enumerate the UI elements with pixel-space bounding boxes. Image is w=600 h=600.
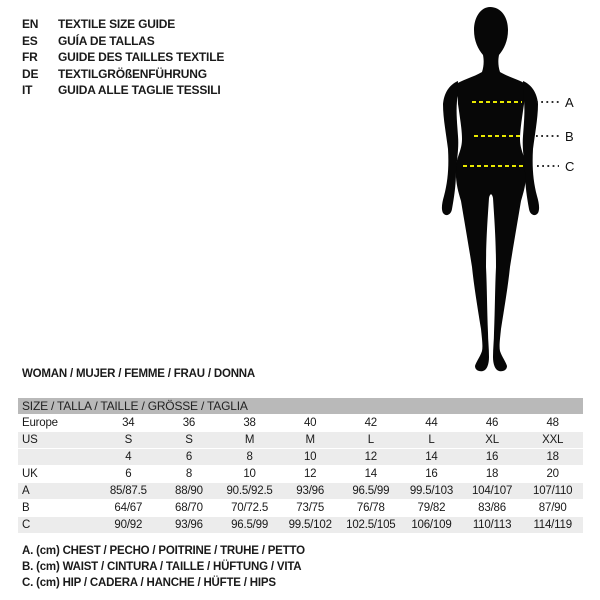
language-row bbox=[22, 66, 224, 83]
size-cell: 96.5/99 bbox=[352, 485, 390, 497]
size-cell: 104/107 bbox=[471, 485, 513, 497]
row-label bbox=[18, 449, 98, 465]
size-cell: M bbox=[244, 434, 255, 446]
size-cell: 88/90 bbox=[175, 485, 203, 497]
marker-label-a: A bbox=[565, 95, 574, 110]
size-cell: 99.5/102 bbox=[288, 519, 332, 531]
size-cell: 10 bbox=[303, 451, 317, 463]
size-cell: 107/110 bbox=[533, 485, 573, 497]
size-cell: 99.5/103 bbox=[409, 485, 454, 497]
size-cell: 42 bbox=[364, 417, 378, 429]
row-label: US bbox=[22, 434, 38, 446]
size-cell: M bbox=[305, 434, 315, 446]
size-cell: 40 bbox=[303, 417, 317, 429]
size-cell: 102.5/105 bbox=[346, 519, 396, 531]
size-cell: 93/96 bbox=[175, 519, 203, 531]
size-table bbox=[18, 398, 583, 534]
language-row bbox=[22, 82, 224, 99]
row-label: Europe bbox=[22, 417, 58, 429]
language-code: ES bbox=[22, 33, 38, 48]
size-cell: 73/75 bbox=[296, 502, 325, 514]
size-cell: 8 bbox=[246, 451, 253, 463]
language-row bbox=[22, 33, 224, 50]
size-cell: XXL bbox=[542, 434, 564, 446]
size-cell: 18 bbox=[485, 468, 499, 480]
size-cell: 14 bbox=[425, 451, 438, 463]
size-cell: 16 bbox=[485, 451, 499, 463]
size-table-header: SIZE / TALLA / TAILLE / GRÖSSE / TAGLIA bbox=[18, 398, 583, 415]
size-cell: 46 bbox=[485, 417, 499, 429]
guide-title-en: TEXTILE SIZE GUIDE bbox=[58, 17, 176, 32]
size-cell: 14 bbox=[364, 468, 378, 480]
table-row-us-number bbox=[18, 449, 583, 466]
size-cell: L bbox=[428, 434, 435, 446]
size-cell: 48 bbox=[546, 417, 559, 429]
woman-silhouette-icon bbox=[390, 0, 600, 390]
size-cell: 34 bbox=[122, 417, 135, 429]
size-cell: 110/113 bbox=[472, 519, 512, 531]
language-row bbox=[22, 16, 224, 33]
language-row bbox=[22, 49, 224, 66]
legend-hip: C. (cm) HIP / CADERA / HANCHE / HÜFTE / HIPS bbox=[22, 577, 276, 589]
size-cell: 68/70 bbox=[175, 502, 203, 514]
row-label: A bbox=[22, 485, 30, 497]
table-row-waist bbox=[18, 500, 583, 517]
size-cell: L bbox=[367, 434, 374, 446]
size-cell: 76/78 bbox=[356, 502, 385, 514]
marker-label-b: B bbox=[565, 129, 574, 144]
row-label: B bbox=[22, 502, 30, 514]
language-code: DE bbox=[22, 66, 39, 81]
size-cell: 79/82 bbox=[417, 502, 446, 514]
silhouette-body bbox=[453, 7, 529, 371]
table-row-uk bbox=[18, 466, 583, 483]
section-title: WOMAN / MUJER / FEMME / FRAU / DONNA bbox=[22, 368, 256, 380]
guide-title-de: TEXTILGRÖßENFÜHRUNG bbox=[58, 66, 207, 81]
size-cell: 93/96 bbox=[296, 485, 325, 497]
size-cell: 85/87.5 bbox=[109, 485, 147, 497]
size-cell: 64/67 bbox=[114, 502, 143, 514]
table-row-hip bbox=[18, 517, 583, 534]
table-row-chest bbox=[18, 483, 583, 500]
table-row-europe bbox=[18, 415, 583, 432]
size-cell: 96.5/99 bbox=[231, 519, 269, 531]
size-cell: 36 bbox=[182, 417, 196, 429]
size-cell: 12 bbox=[303, 468, 317, 480]
size-cell: S bbox=[185, 434, 193, 446]
size-cell: 20 bbox=[546, 468, 559, 480]
guide-title-es: GUÍA DE TALLAS bbox=[58, 33, 155, 48]
language-code: EN bbox=[22, 17, 39, 32]
language-code: IT bbox=[22, 83, 33, 98]
size-cell: 70/72.5 bbox=[231, 502, 269, 514]
guide-title-it: GUIDA ALLE TAGLIE TESSILI bbox=[58, 83, 221, 98]
size-cell: 114/119 bbox=[533, 519, 572, 531]
language-guide bbox=[22, 16, 224, 99]
size-cell: 10 bbox=[243, 468, 256, 480]
measurement-figure bbox=[390, 0, 600, 390]
size-cell: 83/86 bbox=[478, 502, 506, 514]
size-cell: 16 bbox=[425, 468, 438, 480]
size-cell: S bbox=[124, 434, 133, 446]
size-cell: 6 bbox=[125, 468, 132, 480]
size-cell: 18 bbox=[546, 451, 559, 463]
legend-waist: B. (cm) WAIST / CINTURA / TAILLE / HÜFTUNG / VITA bbox=[22, 561, 302, 573]
size-cell: 6 bbox=[185, 451, 193, 463]
row-label: C bbox=[22, 519, 31, 531]
table-row-us-letter bbox=[18, 432, 583, 449]
size-cell: 4 bbox=[125, 451, 132, 463]
guide-title-fr: GUIDE DES TAILLES TEXTILE bbox=[58, 50, 225, 65]
size-cell: 90/92 bbox=[114, 519, 143, 531]
size-cell: XL bbox=[485, 434, 499, 446]
silhouette-left-arm bbox=[442, 81, 458, 215]
language-code: FR bbox=[22, 50, 38, 65]
size-cell: 38 bbox=[243, 417, 256, 429]
row-label: UK bbox=[22, 468, 38, 480]
size-cell: 106/109 bbox=[411, 519, 452, 531]
size-cell: 12 bbox=[364, 451, 378, 463]
marker-label-c: C bbox=[565, 159, 575, 174]
size-cell: 44 bbox=[425, 417, 438, 429]
measurement-legend bbox=[22, 545, 305, 593]
legend-chest: A. (cm) CHEST / PECHO / POITRINE / TRUHE / PETTO bbox=[22, 545, 305, 557]
size-cell: 90.5/92.5 bbox=[226, 485, 273, 497]
size-cell: 87/90 bbox=[538, 502, 567, 514]
size-cell: 8 bbox=[185, 468, 193, 480]
